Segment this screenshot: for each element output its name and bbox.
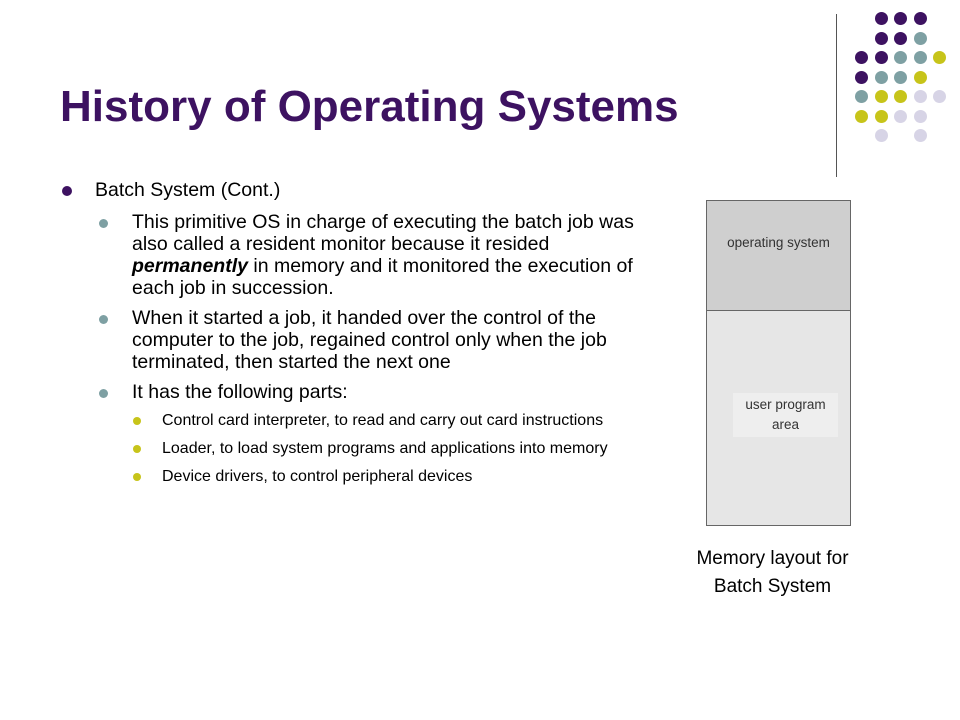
bullet-dot-icon <box>99 315 108 324</box>
emphasized-word: permanently <box>132 255 248 277</box>
bullet-text: It has the following parts: <box>132 381 348 403</box>
slide-content <box>62 178 702 495</box>
decorative-dot <box>914 71 927 84</box>
decorative-dot <box>875 32 888 45</box>
decorative-dot <box>914 12 927 25</box>
part-text: Loader, to load system programs and applications into memory <box>162 440 608 457</box>
part-text: Device drivers, to control peripheral devices <box>162 468 473 485</box>
operating-system-region <box>707 201 850 311</box>
user-region-label-box <box>733 393 838 437</box>
bullet-text-part: in memory and it monitored the execution of each job in succession. <box>132 255 633 299</box>
decorative-dot <box>894 51 907 64</box>
decorative-dot <box>914 90 927 103</box>
sub-bullet-job-control <box>62 307 652 373</box>
decorative-divider <box>836 14 837 177</box>
bullet-text: Batch System (Cont.) <box>95 179 281 201</box>
decorative-dot <box>855 71 868 84</box>
decorative-dot <box>894 110 907 123</box>
decorative-dot <box>875 71 888 84</box>
user-program-region <box>707 311 850 525</box>
decorative-dot <box>914 129 927 142</box>
bullet-batch-system <box>62 178 702 202</box>
decorative-dot <box>875 129 888 142</box>
decorative-dot <box>933 90 946 103</box>
decorative-dot <box>855 90 868 103</box>
user-region-label: user program area <box>745 397 826 432</box>
slide-title: History of Operating Systems <box>60 82 679 131</box>
diagram-caption: Memory layout for Batch System <box>696 548 849 597</box>
memory-layout-diagram <box>706 200 851 526</box>
decorative-dot <box>855 110 868 123</box>
decorative-dot-grid <box>838 12 958 162</box>
part-text: Control card interpreter, to read and carry out card instructions <box>162 412 604 429</box>
decorative-dot <box>894 71 907 84</box>
decorative-dot <box>875 90 888 103</box>
decorative-dot <box>894 32 907 45</box>
bullet-text-part: This primitive OS in charge of executing the batch job was also called a resident monitor because it resided <box>132 211 634 255</box>
decorative-dot <box>875 51 888 64</box>
part-item <box>62 439 722 458</box>
decorative-dot <box>914 32 927 45</box>
sub-bullet-parts <box>62 381 652 403</box>
decorative-dot <box>894 90 907 103</box>
part-item <box>62 411 722 430</box>
part-item <box>62 467 722 486</box>
bullet-dot-icon <box>99 219 108 228</box>
decorative-dot <box>914 110 927 123</box>
bullet-dot-icon <box>133 473 141 481</box>
decorative-dot <box>875 110 888 123</box>
bullet-dot-icon <box>99 389 108 398</box>
bullet-dot-icon <box>62 186 72 196</box>
bullet-dot-icon <box>133 417 141 425</box>
decorative-dot <box>894 12 907 25</box>
decorative-dot <box>875 12 888 25</box>
bullet-text: When it started a job, it handed over the control of the computer to the job, regained control only when the job terminated, then started the next one <box>132 307 607 373</box>
decorative-dot <box>933 51 946 64</box>
sub-bullet-resident-monitor <box>62 211 652 299</box>
os-region-label: operating system <box>727 235 830 250</box>
bullet-dot-icon <box>133 445 141 453</box>
decorative-dot <box>855 51 868 64</box>
decorative-dot <box>914 51 927 64</box>
